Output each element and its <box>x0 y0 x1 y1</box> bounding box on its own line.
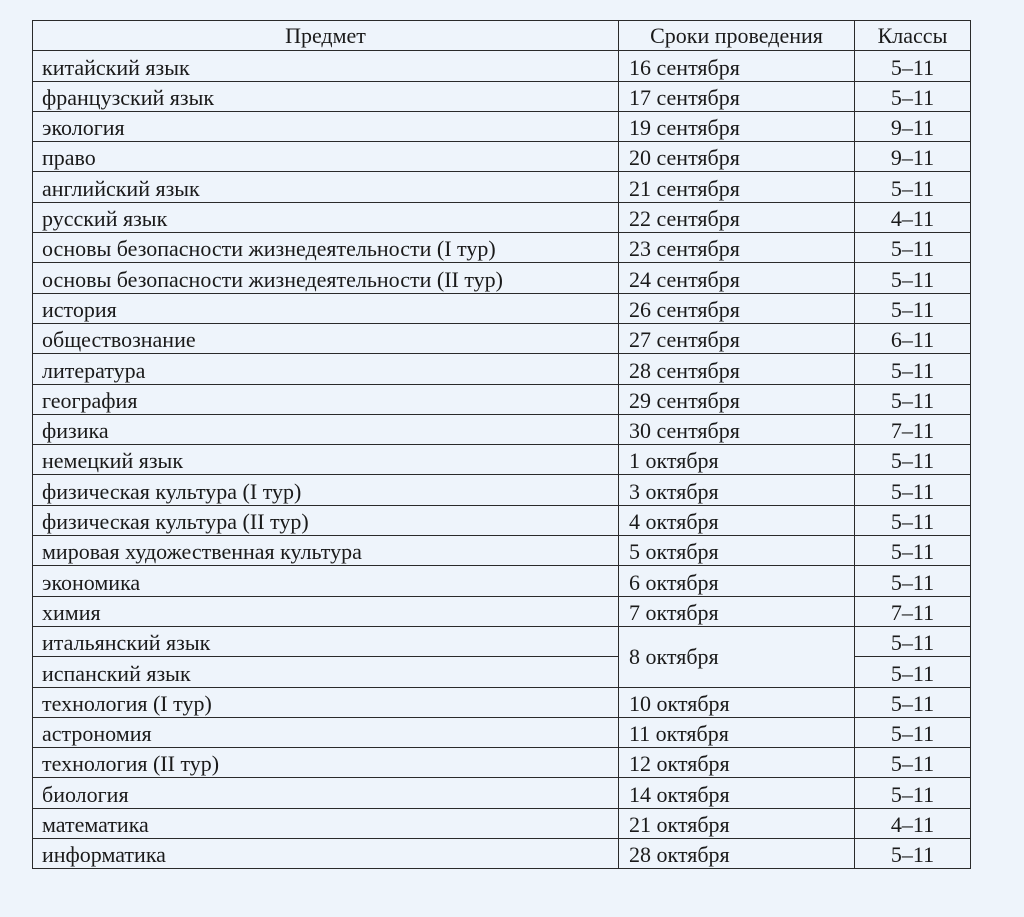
subject-cell: математика <box>33 808 619 838</box>
subject-cell: основы безопасности жизнедеятельности (II тур) <box>33 263 619 293</box>
subject-cell: русский язык <box>33 202 619 232</box>
subject-cell: обществознание <box>33 323 619 353</box>
table-row <box>33 172 971 202</box>
table-row <box>33 81 971 111</box>
table-row <box>33 233 971 263</box>
grades-cell: 5–11 <box>855 475 971 505</box>
date-cell: 29 сентября <box>619 384 855 414</box>
table-row <box>33 142 971 172</box>
date-cell: 28 октября <box>619 839 855 869</box>
date-cell: 28 сентября <box>619 354 855 384</box>
date-cell: 16 сентября <box>619 51 855 81</box>
table-row <box>33 839 971 869</box>
grades-cell: 5–11 <box>855 626 971 656</box>
subject-cell: биология <box>33 778 619 808</box>
date-cell: 24 сентября <box>619 263 855 293</box>
table-row <box>33 596 971 626</box>
subject-cell: литература <box>33 354 619 384</box>
date-cell: 7 октября <box>619 596 855 626</box>
grades-cell: 5–11 <box>855 505 971 535</box>
subject-cell: физическая культура (II тур) <box>33 505 619 535</box>
table-row <box>33 202 971 232</box>
table-row <box>33 293 971 323</box>
table-row <box>33 566 971 596</box>
table-row <box>33 354 971 384</box>
subject-cell: география <box>33 384 619 414</box>
grades-cell: 5–11 <box>855 263 971 293</box>
grades-cell: 9–11 <box>855 142 971 172</box>
table-row <box>33 687 971 717</box>
table-row <box>33 111 971 141</box>
grades-cell: 5–11 <box>855 293 971 323</box>
table-row <box>33 748 971 778</box>
date-cell: 20 сентября <box>619 142 855 172</box>
date-cell: 4 октября <box>619 505 855 535</box>
grades-cell: 5–11 <box>855 687 971 717</box>
table-row <box>33 384 971 414</box>
date-cell: 17 сентября <box>619 81 855 111</box>
grades-cell: 5–11 <box>855 354 971 384</box>
olympiad-schedule-table <box>32 20 971 869</box>
subject-cell: физическая культура (I тур) <box>33 475 619 505</box>
date-cell: 30 сентября <box>619 414 855 444</box>
header-grades: Классы <box>855 21 971 51</box>
table-body <box>33 51 971 869</box>
date-cell: 22 сентября <box>619 202 855 232</box>
header-subject: Предмет <box>33 21 619 51</box>
date-cell: 6 октября <box>619 566 855 596</box>
subject-cell: немецкий язык <box>33 445 619 475</box>
date-cell: 1 октября <box>619 445 855 475</box>
date-cell: 23 сентября <box>619 233 855 263</box>
table-row <box>33 445 971 475</box>
date-cell: 26 сентября <box>619 293 855 323</box>
table-row <box>33 323 971 353</box>
table-row <box>33 808 971 838</box>
subject-cell: физика <box>33 414 619 444</box>
subject-cell: история <box>33 293 619 323</box>
date-cell: 27 сентября <box>619 323 855 353</box>
date-cell: 12 октября <box>619 748 855 778</box>
subject-cell: астрономия <box>33 717 619 747</box>
grades-cell: 5–11 <box>855 384 971 414</box>
grades-cell: 4–11 <box>855 202 971 232</box>
date-cell: 21 октября <box>619 808 855 838</box>
grades-cell: 5–11 <box>855 748 971 778</box>
table-row <box>33 505 971 535</box>
grades-cell: 5–11 <box>855 233 971 263</box>
subject-cell: китайский язык <box>33 51 619 81</box>
subject-cell: основы безопасности жизнедеятельности (I тур) <box>33 233 619 263</box>
subject-cell: химия <box>33 596 619 626</box>
table-row <box>33 536 971 566</box>
grades-cell: 5–11 <box>855 839 971 869</box>
grades-cell: 5–11 <box>855 445 971 475</box>
date-cell: 14 октября <box>619 778 855 808</box>
subject-cell: английский язык <box>33 172 619 202</box>
table-header-row <box>33 21 971 51</box>
grades-cell: 4–11 <box>855 808 971 838</box>
header-dates: Сроки проведения <box>619 21 855 51</box>
subject-cell: мировая художественная культура <box>33 536 619 566</box>
grades-cell: 5–11 <box>855 536 971 566</box>
grades-cell: 5–11 <box>855 717 971 747</box>
date-cell: 3 октября <box>619 475 855 505</box>
table-row <box>33 717 971 747</box>
grades-cell: 5–11 <box>855 778 971 808</box>
date-cell: 21 сентября <box>619 172 855 202</box>
grades-cell: 7–11 <box>855 414 971 444</box>
subject-cell: итальянский язык <box>33 626 619 656</box>
date-cell: 10 октября <box>619 687 855 717</box>
grades-cell: 9–11 <box>855 111 971 141</box>
table-row <box>33 626 971 656</box>
table-row <box>33 414 971 444</box>
grades-cell: 5–11 <box>855 81 971 111</box>
date-cell: 5 октября <box>619 536 855 566</box>
grades-cell: 6–11 <box>855 323 971 353</box>
grades-cell: 5–11 <box>855 172 971 202</box>
grades-cell: 5–11 <box>855 51 971 81</box>
subject-cell: экономика <box>33 566 619 596</box>
date-cell: 19 сентября <box>619 111 855 141</box>
subject-cell: информатика <box>33 839 619 869</box>
table-row <box>33 778 971 808</box>
grades-cell: 5–11 <box>855 566 971 596</box>
subject-cell: право <box>33 142 619 172</box>
table-row <box>33 475 971 505</box>
grades-cell: 5–11 <box>855 657 971 687</box>
subject-cell: технология (II тур) <box>33 748 619 778</box>
table-row <box>33 263 971 293</box>
date-cell: 8 октября <box>619 626 855 687</box>
grades-cell: 7–11 <box>855 596 971 626</box>
table-row <box>33 51 971 81</box>
subject-cell: экология <box>33 111 619 141</box>
subject-cell: испанский язык <box>33 657 619 687</box>
subject-cell: французский язык <box>33 81 619 111</box>
subject-cell: технология (I тур) <box>33 687 619 717</box>
date-cell: 11 октября <box>619 717 855 747</box>
